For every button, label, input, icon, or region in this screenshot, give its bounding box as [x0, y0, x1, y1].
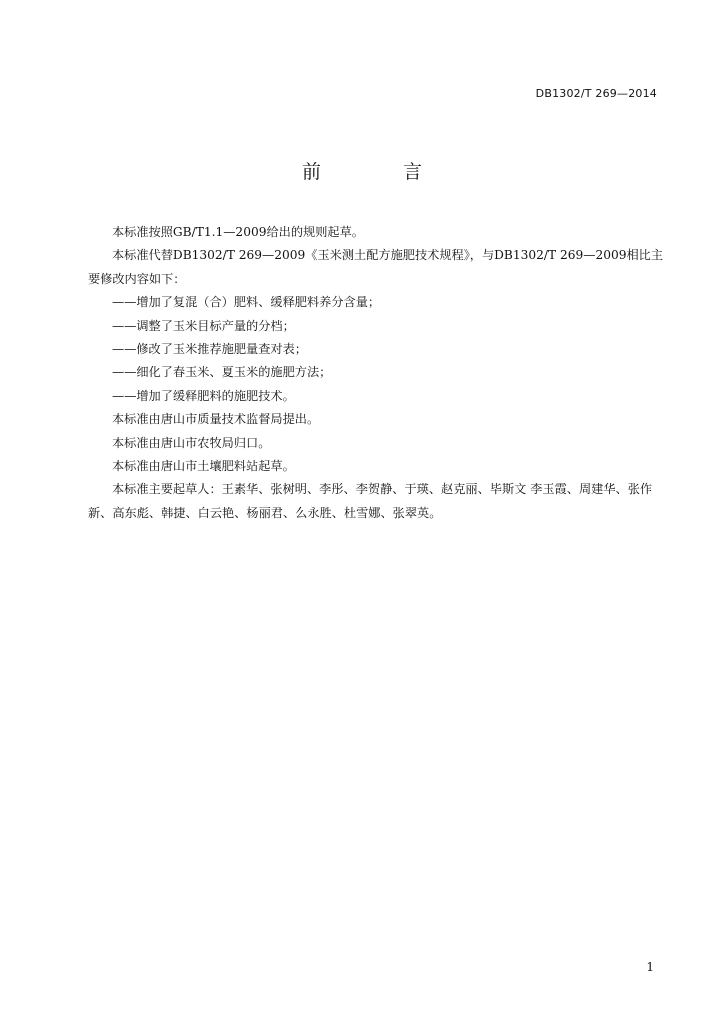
change-item: ——修改了玉米推荐施肥量查对表；: [112, 342, 307, 357]
page-title: 前 言: [301, 161, 461, 183]
page-number: 1: [646, 960, 654, 974]
standard-code: DB1302/T 269—2014: [535, 87, 657, 100]
change-item: ——增加了缓释肥料的施肥技术。: [112, 388, 295, 403]
paragraph-proposed-by: 本标准由唐山市质量技术监督局提出。: [112, 412, 320, 427]
change-item: ——增加了复混（合）肥料、缓释肥料养分含量；: [112, 295, 381, 310]
paragraph-main-drafters: 本标准主要起草人：王素华、张树明、李彤、李贺静、于瑛、赵克丽、毕斯文 李玉霞、周建华、张作新、高东彪、韩捷、白云艳、杨丽君、么永胜、杜雪娜、张翠英。: [88, 482, 653, 520]
change-item: ——细化了春玉米、夏玉米的施肥方法；: [112, 365, 332, 380]
paragraph-drafting-rules: 本标准按照GB/T1.1—2009给出的规则起草。: [112, 225, 364, 239]
paragraph-under-jurisdiction: 本标准由唐山市农牧局归口。: [112, 435, 271, 450]
paragraph-replacement: 本标准代替DB1302/T 269—2009《玉米测土配方施肥技术规程》，与DB1302/T 269—2009相比主要修改内容如下：: [88, 248, 664, 286]
foreword-body: [88, 221, 668, 525]
change-item: ——调整了玉米目标产量的分档；: [112, 318, 295, 333]
paragraph-drafted-by: 本标准由唐山市土壤肥料站起草。: [112, 459, 295, 474]
